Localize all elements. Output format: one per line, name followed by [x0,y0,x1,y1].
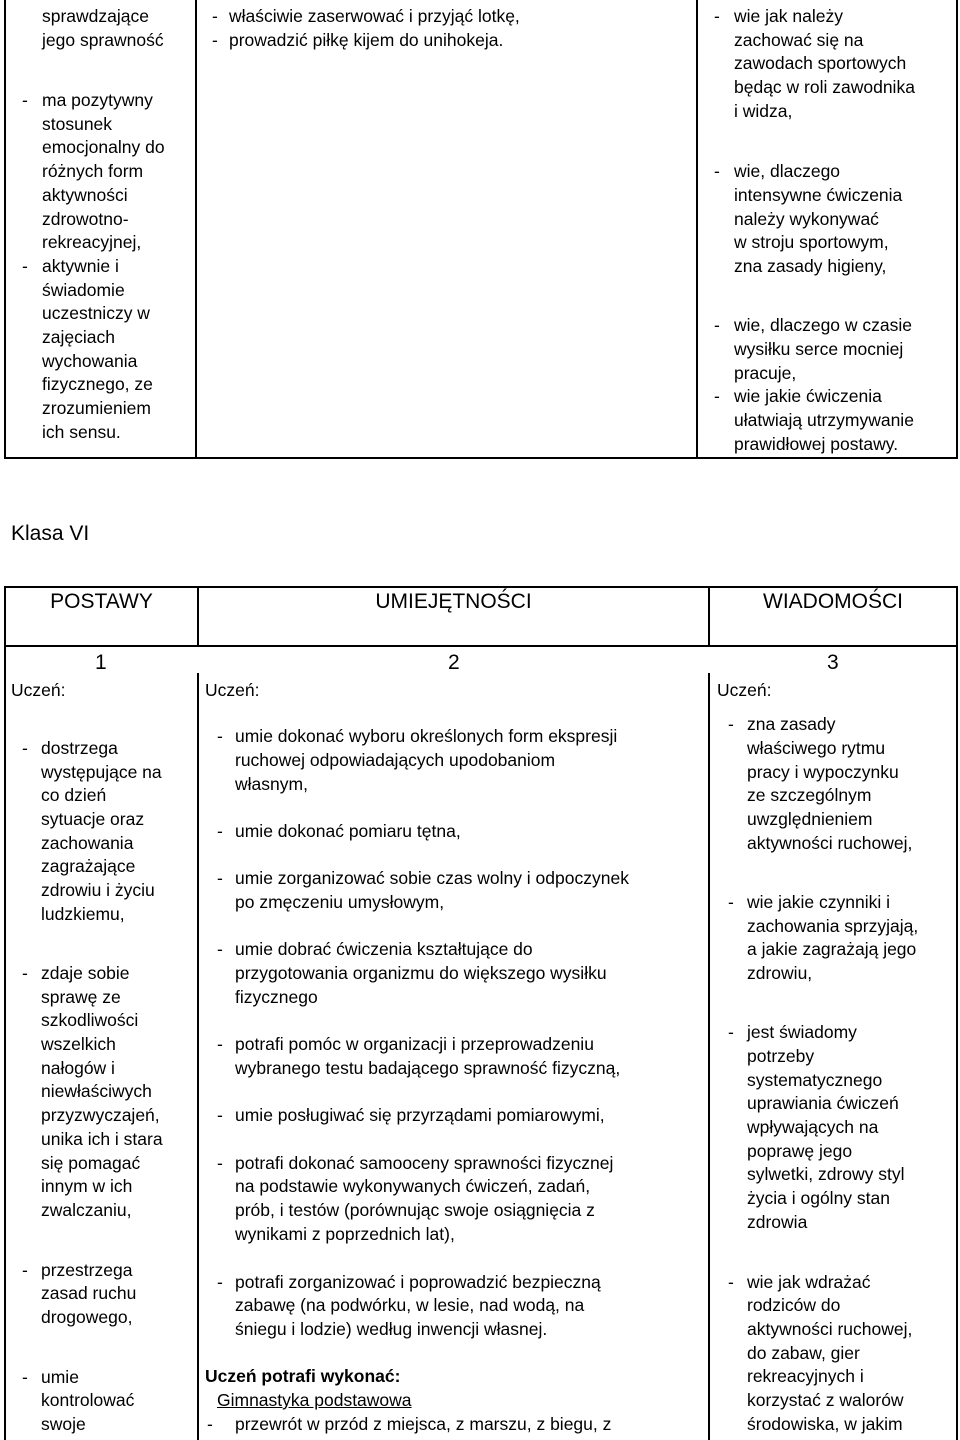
gymnastics-heading: Gimnastyka podstawowa [217,1390,412,1410]
header-umiejetnosci: UMIEJĘTNOŚCI [375,590,532,613]
column-number: 1 [95,651,107,674]
section-title: Klasa VI [11,522,90,545]
header-postawy: POSTAWY [50,590,153,613]
uczen-label: Uczeń: [11,680,66,700]
header-wiadomosci: WIADOMOŚCI [763,590,903,613]
top-col1-line: jego sprawność [42,30,164,50]
top-col1-line: sprawdzające [42,6,149,26]
skills-subheading: Uczeń potrafi wykonać: [205,1366,401,1386]
uczen-label: Uczeń: [717,680,772,700]
uczen-label: Uczeń: [205,680,260,700]
column-number: 2 [448,651,460,674]
column-number: 3 [827,651,839,674]
